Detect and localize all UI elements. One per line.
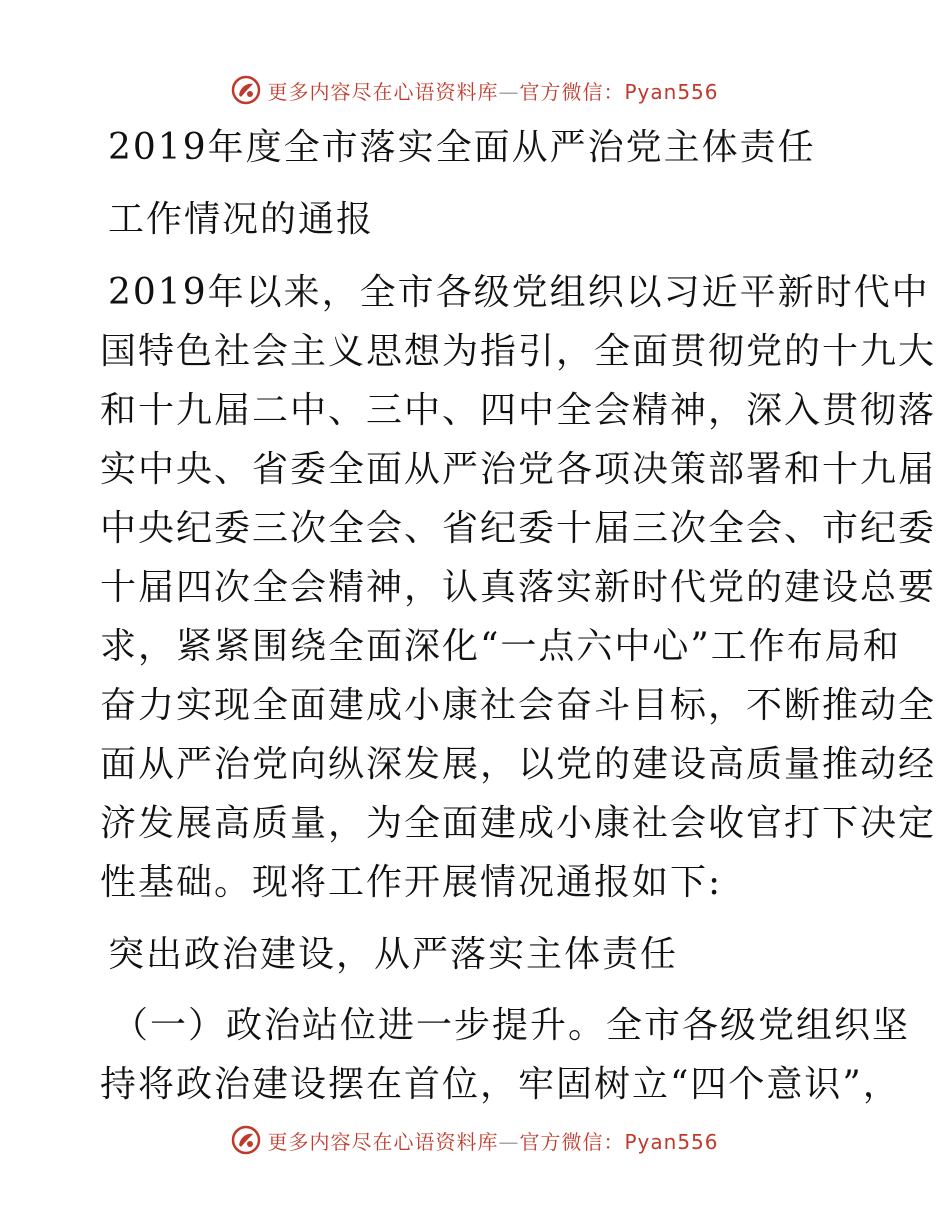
- paragraph-line: 求，紧紧围绕全面深化“一点六中心”工作布局和: [100, 626, 901, 667]
- document-title-line-2: 工作情况的通报: [108, 199, 375, 240]
- watermark-text: 更多内容尽在心语资料库—官方微信：Pyan556: [267, 79, 719, 104]
- paragraph-line: 和十九届二中、三中、四中全会精神，深入贯彻落: [100, 390, 937, 431]
- section-heading: 突出政治建设，从严落实主体责任: [108, 934, 679, 975]
- watermark-header: [0, 70, 950, 110]
- paragraph-line: 面从严治党向纵深发展，以党的建设高质量推动经: [100, 744, 937, 785]
- paragraph-line: 济发展高质量，为全面建成小康社会收官打下决定: [100, 803, 937, 844]
- paragraph-line: 2019年以来，全市各级党组织以习近平新时代中: [108, 272, 930, 313]
- paragraph-line: 十届四次全会精神，认真落实新时代党的建设总要: [100, 567, 937, 608]
- paragraph-line: （一）政治站位进一步提升。全市各级党组织坚: [112, 1005, 911, 1046]
- watermark-text: 更多内容尽在心语资料库—官方微信：Pyan556: [267, 1129, 719, 1154]
- paragraph-line: 中央纪委三次全会、省纪委十届三次全会、市纪委: [100, 508, 937, 549]
- document-title-line-1: 2019年度全市落实全面从严治党主体责任: [108, 127, 816, 168]
- paragraph-line: 持将政治建设摆在首位，牢固树立“四个意识”，: [100, 1064, 901, 1105]
- watermark-footer: [0, 1120, 950, 1160]
- brand-logo-icon: [231, 1125, 261, 1155]
- paragraph-line: 实中央、省委全面从严治党各项决策部署和十九届: [100, 449, 937, 490]
- paragraph-line: 国特色社会主义思想为指引，全面贯彻党的十九大: [100, 331, 937, 372]
- paragraph-line: 奋力实现全面建成小康社会奋斗目标，不断推动全: [100, 685, 937, 726]
- brand-logo-icon: [231, 75, 261, 105]
- paragraph-line: 性基础。现将工作开展情况通报如下:: [100, 862, 723, 903]
